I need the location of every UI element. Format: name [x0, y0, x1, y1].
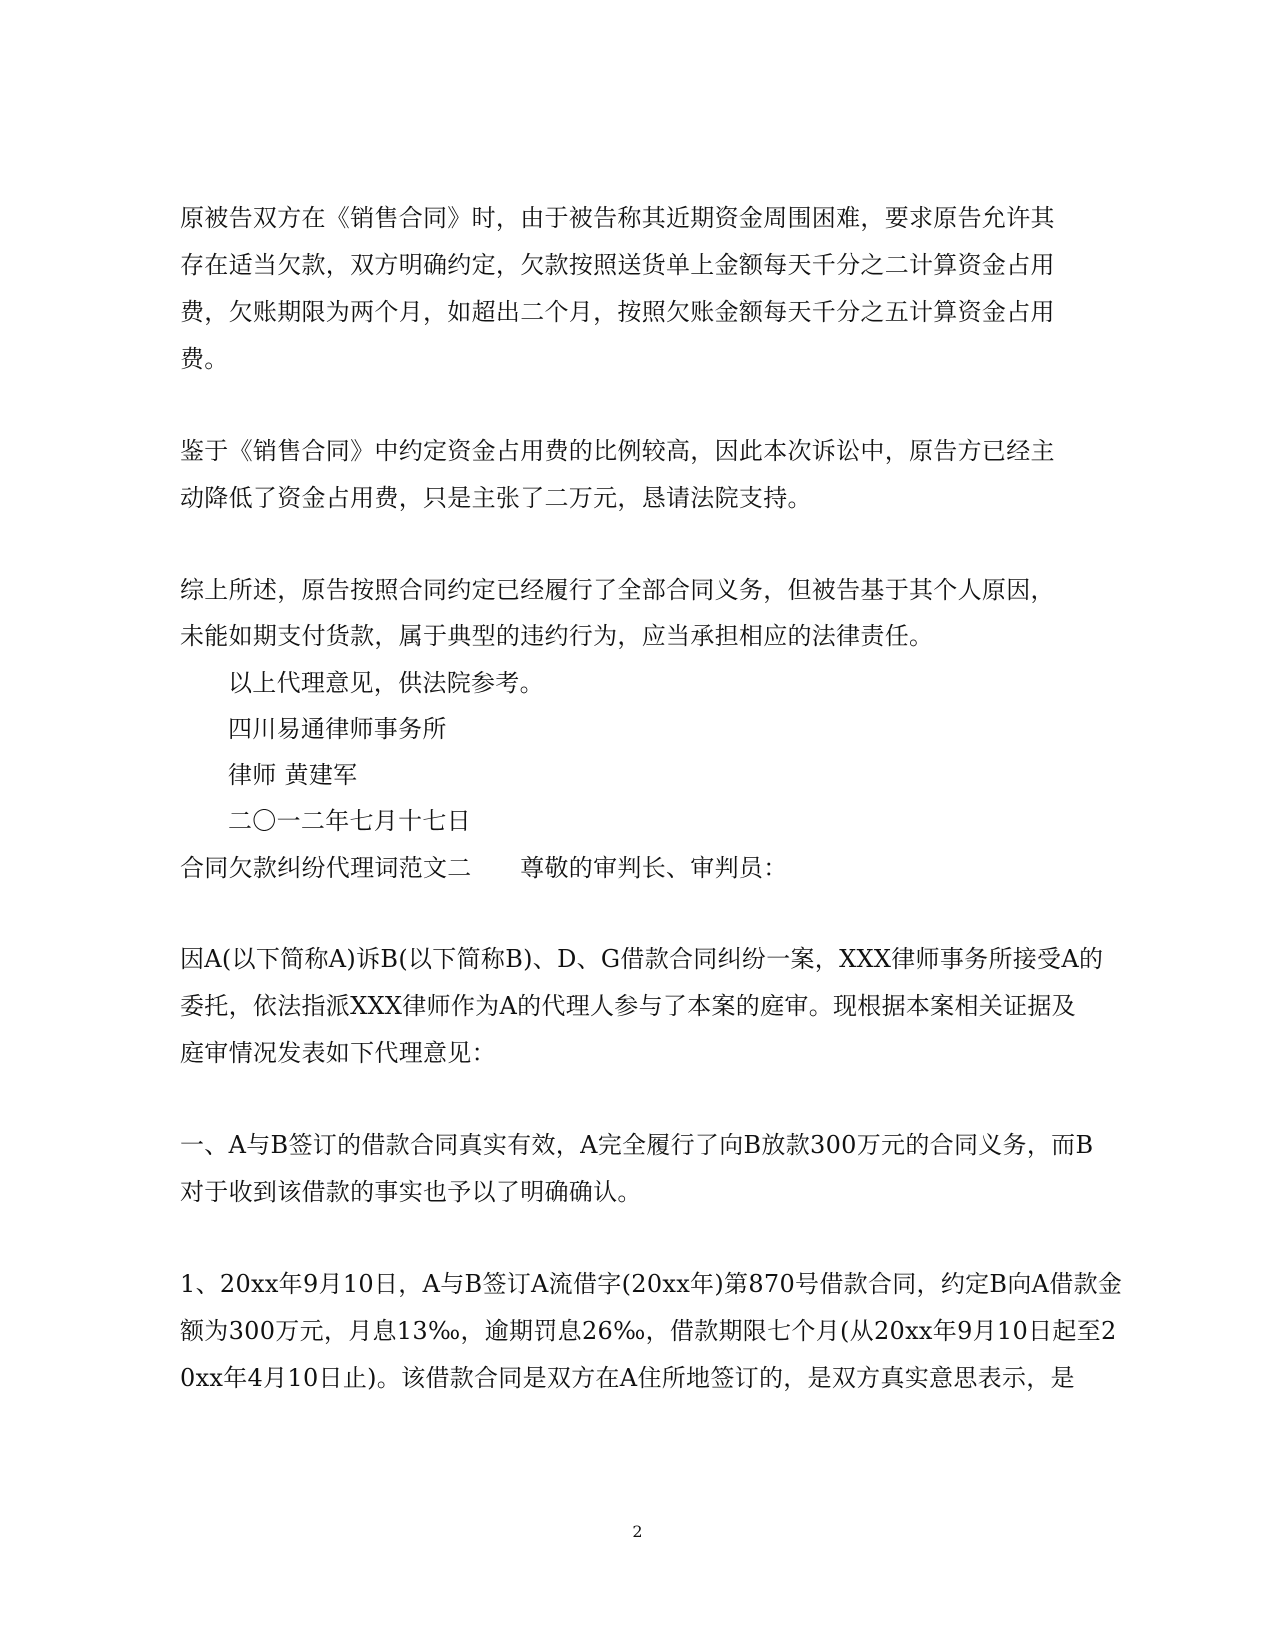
page-number: 2: [632, 1522, 643, 1541]
body-line: 费。: [180, 345, 229, 373]
body-line: 存在适当欠款，双方明确约定，欠款按照送货单上金额每天千分之二计算资金占用: [180, 251, 1055, 279]
section-title: 合同欠款纠纷代理词范文二 尊敬的审判长、审判员：: [180, 854, 788, 882]
body-line: 动降低了资金占用费，只是主张了二万元，恳请法院支持。: [180, 484, 812, 512]
body-line: 综上所述，原告按照合同约定已经履行了全部合同义务，但被告基于其个人原因，: [180, 576, 1055, 604]
firm-name: 四川易通律师事务所: [228, 715, 447, 743]
body-line: 1、20xx年9月10日，A与B签订A流借字(20xx年)第870号借款合同，约定B向A借款金: [180, 1270, 1123, 1298]
body-line: 庭审情况发表如下代理意见：: [180, 1039, 496, 1067]
body-line: 未能如期支付货款，属于典型的违约行为，应当承担相应的法律责任。: [180, 622, 934, 650]
body-line: 委托，依法指派XXX律师作为A的代理人参与了本案的庭审。现根据本案相关证据及: [180, 992, 1076, 1020]
lawyer-signature: 律师 黄建军: [228, 761, 358, 789]
date-line: 二〇一二年七月十七日: [228, 807, 471, 835]
body-line: 因A(以下简称A)诉B(以下简称B)、D、G借款合同纠纷一案，XXX律师事务所接受A的: [180, 945, 1104, 973]
closing-line: 以上代理意见，供法院参考。: [228, 669, 544, 697]
body-line: 额为300万元，月息13‰，逾期罚息26‰，借款期限七个月(从20xx年9月10日起至2: [180, 1317, 1117, 1345]
body-line: 费，欠账期限为两个月，如超出二个月，按照欠账金额每天千分之五计算资金占用: [180, 298, 1055, 326]
body-line: 一、A与B签订的借款合同真实有效，A完全履行了向B放款300万元的合同义务，而B: [180, 1131, 1094, 1159]
body-line: 对于收到该借款的事实也予以了明确确认。: [180, 1178, 642, 1206]
body-line: 鉴于《销售合同》中约定资金占用费的比例较高，因此本次诉讼中，原告方已经主: [180, 437, 1055, 465]
body-line: 0xx年4月10日止)。该借款合同是双方在A住所地签订的，是双方真实意思表示，是: [180, 1364, 1075, 1392]
body-line: 原被告双方在《销售合同》时，由于被告称其近期资金周围困难，要求原告允许其: [180, 204, 1055, 232]
